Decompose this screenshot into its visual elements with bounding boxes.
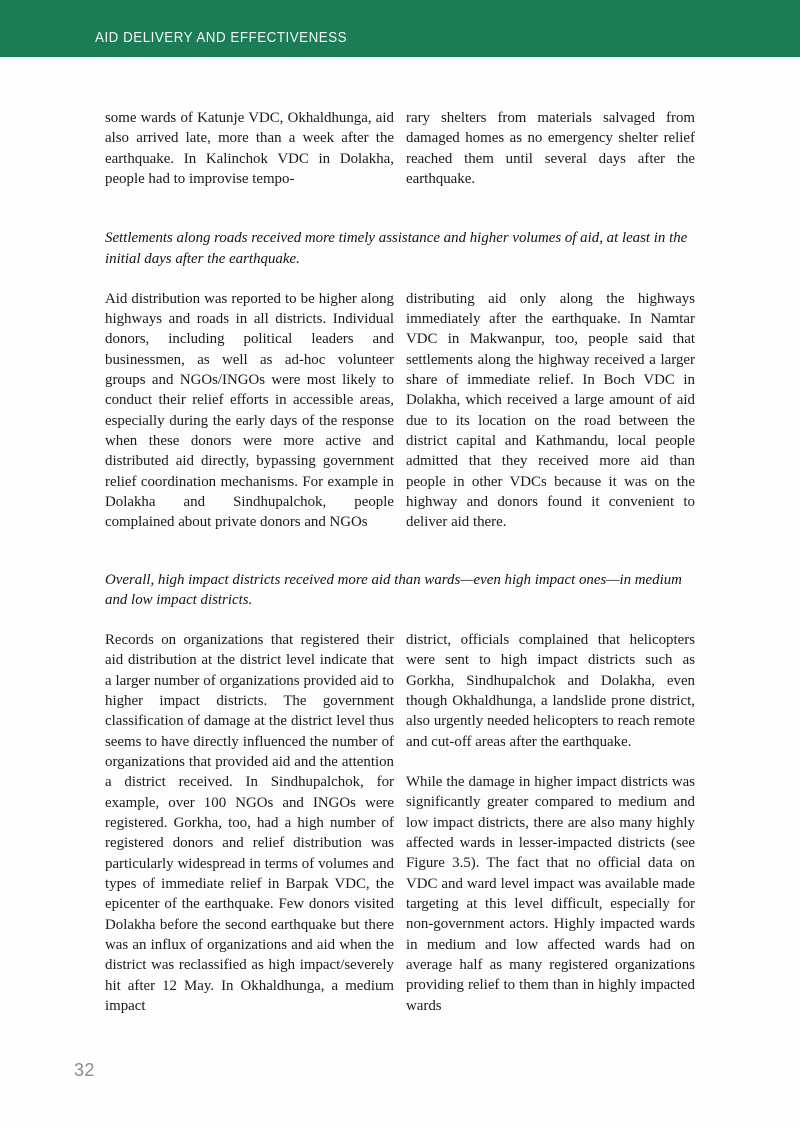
- body-paragraph: Aid distribution was reported to be higher along highways and roads in all districts. Individual donors, including political leaders and businessmen, as well as ad-hoc volunteer groups and NGOs/INGOs were most likely to conduct their relief efforts in accessible areas, especially during the early days of the response when these donors were more active and distributed aid directly, bypassing government relief coordination mechanisms. For example in Dolakha and Sindhupalchok, people complained about private donors and NGOs: [105, 290, 394, 531]
- body-paragraph: distributing aid only along the highways immediately after the earthquake. In Namtar VDC in Makwanpur, too, people said that settlements along the highway received a larger share of immediate relief. In Boch VDC in Dolakha, which received a large amount of aid due to its location on the road between the district capital and Kathmandu, local people admitted that they received more aid than people in other VDCs because it was on the highway and donors found it convenient to deliver aid there.: [406, 290, 695, 531]
- column-left: [105, 630, 394, 1017]
- running-header-title: AID DELIVERY AND EFFECTIVENESS: [95, 30, 348, 46]
- paragraph-block-roads: [105, 289, 695, 533]
- column-right: [406, 289, 695, 533]
- paragraph-block-registration: [105, 630, 695, 1017]
- column-right: [406, 630, 695, 1016]
- body-paragraph: Records on organizations that registered their aid distribution at the district level indicate that a larger number of organizations provided aid to higher impact districts. The government classification of damage at the district level thus seems to have directly influenced the number of organizations that provided aid and the attention a district received. In Sindhupalchok, for example, over 100 NGOs and INGOs were registered. Gorkha, too, had a high number of registered donors and relief distribution was particularly widespread in terms of volumes and types of immediate relief in Barpak VDC, the epicenter of the earthquake. Few donors visited Dolakha before the second earthquake but there was an influx of organizations and aid when the district was reclassified as high impact/severely hit after 12 May. In Okhaldhunga, a medium impact: [105, 631, 394, 1015]
- column-left: [105, 108, 394, 189]
- column-right: [406, 108, 695, 189]
- italic-subheading-1: Settlements along roads received more timely assistance and higher volumes of aid, at least in the initial days after the earthquake.: [105, 230, 688, 267]
- spacer: [105, 611, 695, 630]
- spacer: [406, 752, 695, 772]
- body-paragraph: some wards of Katunje VDC, Okhaldhunga, aid also arrived late, more than a week after the earthquake. In Kalinchok VDC in Dolakha, people had to improvise tempo-: [105, 110, 394, 188]
- spacer: [105, 270, 695, 289]
- body-paragraph: While the damage in higher impact districts was significantly greater compared to medium and low impact districts, there are also many highly affected wards in lesser-impacted districts (see Figure 3.5). The fact that no official data on VDC and ward level impact was available made targeting at this level difficult, especially for non-government actors. Highly impacted wards in medium and low affected wards had on average half as many registered organizations providing relief to them than in highly impacted wards: [406, 773, 695, 1014]
- page-content: [105, 108, 695, 1016]
- spacer: [105, 533, 695, 570]
- body-paragraph: district, officials complained that helicopters were sent to high impact districts such as Gorkha, Sindhupalchok and Dolakha, even though Okhaldhunga, a landslide prone district, also urgently needed helicopters to reach remote and cut-off areas after the earthquake.: [406, 631, 695, 750]
- spacer: [105, 189, 695, 228]
- running-header-band: [0, 0, 800, 57]
- paragraph-block-continued: [105, 108, 695, 189]
- column-left: [105, 289, 394, 533]
- page-number: 32: [74, 1060, 95, 1080]
- italic-subheading-2: Overall, high impact districts received more aid than wards—even high impact ones—in medium and low impact districts.: [105, 571, 682, 609]
- body-paragraph: rary shelters from materials salvaged from damaged homes as no emergency shelter relief reached them until several days after the earthquake.: [406, 110, 695, 188]
